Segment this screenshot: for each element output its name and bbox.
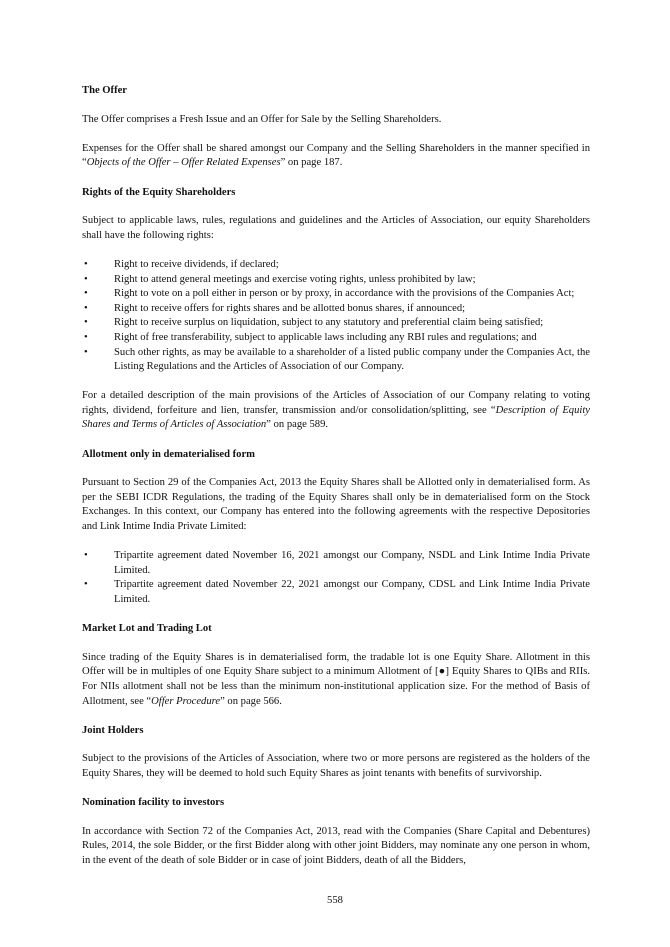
list-item-text: Right to receive dividends, if declared; <box>114 258 279 270</box>
section-heading-allotment: Allotment only in dematerialised form <box>82 448 256 460</box>
bullet-icon: • <box>84 288 88 300</box>
rights-list <box>82 258 590 375</box>
bullet-icon: • <box>84 302 88 314</box>
list-item <box>82 258 590 273</box>
list-item-text: Tripartite agreement dated November 16, 2021 amongst our Company, NSDL and Link Intime India Private Limited. <box>114 550 590 576</box>
text: Expenses for the Offer shall be shared amongst our Company and the Selling Shareholders in the manner specified in “ <box>82 142 590 169</box>
section-heading-rights: Rights of the Equity Shareholders <box>82 186 236 198</box>
list-item-text: Such other rights, as may be available to a shareholder of a listed public company under the Companies Act, the Listing Regulations and the Articles of Association of our Company. <box>114 346 590 373</box>
list-item <box>82 346 590 375</box>
nomination-paragraph: In accordance with Section 72 of the Companies Act, 2013, read with the Companies (Share Capital and Debentures) Rules, 2014, the sole Bidder, or the first Bidder along with other joint Bidders, may nominate any one person in whom, in the event of the death of sole Bidder or in case of joint Bidders, death of all the Bidders, <box>82 825 590 866</box>
text: ” on page 589. <box>266 419 329 431</box>
rights-outro <box>82 389 590 433</box>
section-heading-market-lot: Market Lot and Trading Lot <box>82 623 212 635</box>
joint-holders-paragraph: Subject to the provisions of the Articles of Association, where two or more persons are registered as the holders of the Equity Shares, they will be deemed to hold such Equity Shares as joint tenants with benefits of survivorship. <box>82 753 590 779</box>
offer-paragraph-2 <box>82 142 590 171</box>
list-item <box>82 549 590 578</box>
text: For a detailed description of the main provisions of the Articles of Association of our Company relating to voting rights, dividend, forfeiture and lien, transfer, transmission and/or consolidation/splitting, see “ <box>82 390 590 416</box>
cross-reference: Description of Equity Shares and Terms of Articles of Association <box>82 404 590 431</box>
text: ” on page 566. <box>220 695 282 707</box>
allotment-paragraph: Pursuant to Section 29 of the Companies Act, 2013 the Equity Shares shall be Allotted only in dematerialised form. As per the SEBI ICDR Regulations, the trading of the Equity Shares shall only be in dematerialised form on the Stock Exchanges. In this context, our Company has entered into the following agreements with the respective Depositories and Link Intime India Private Limited: <box>82 477 590 533</box>
bullet-icon: • <box>84 331 88 343</box>
list-item <box>82 302 590 317</box>
bullet-icon: • <box>84 258 88 270</box>
list-item <box>82 331 590 346</box>
offer-paragraph-1: The Offer comprises a Fresh Issue and an Offer for Sale by the Selling Shareholders. <box>82 113 442 125</box>
list-item <box>82 316 590 331</box>
list-item <box>82 287 590 302</box>
list-item-text: Right to receive surplus on liquidation, subject to any statutory and preferential claim being satisfied; <box>114 317 544 329</box>
section-heading-nomination: Nomination facility to investors <box>82 797 225 809</box>
section-heading-the-offer: The Offer <box>82 85 128 96</box>
text: Since trading of the Equity Shares is in dematerialised form, the tradable lot is one Equity Share. Allotment in this Offer will be in multiples of one Equity Share subject to a minimum Allotment of [●] Equity Shares to QIBs and RIIs. For NIIs allotment shall not be less than the minimum non-institutional application size. For the method of Basis of Allotment, see “ <box>82 651 590 707</box>
document-page <box>82 84 590 883</box>
bullet-icon: • <box>84 550 88 562</box>
list-item-text: Right to receive offers for rights shares and be allotted bonus shares, if announced; <box>114 302 466 314</box>
cross-reference: Offer Procedure <box>151 695 221 707</box>
list-item-text: Right of free transferability, subject to applicable laws including any RBI rules and regulations; and <box>114 331 537 343</box>
list-item <box>82 578 590 607</box>
page-number: 558 <box>327 895 343 906</box>
bullet-icon: • <box>84 317 88 329</box>
market-lot-paragraph <box>82 651 590 709</box>
list-item-text: Tripartite agreement dated November 22, 2021 amongst our Company, CDSL and Link Intime India Private Limited. <box>114 579 590 605</box>
bullet-icon: • <box>84 273 88 285</box>
list-item-text: Right to attend general meetings and exercise voting rights, unless prohibited by law; <box>114 273 476 285</box>
bullet-icon: • <box>84 579 88 591</box>
agreements-list <box>82 549 590 607</box>
section-heading-joint-holders: Joint Holders <box>82 724 144 736</box>
rights-intro: Subject to applicable laws, rules, regulations and guidelines and the Articles of Association, our equity Shareholders shall have the following rights: <box>82 215 590 241</box>
list-item-text: Right to vote on a poll either in person or by proxy, in accordance with the provisions of the Companies Act; <box>114 288 575 300</box>
cross-reference: Objects of the Offer – Offer Related Expenses <box>86 157 281 169</box>
list-item <box>82 273 590 288</box>
bullet-icon: • <box>84 346 88 358</box>
text: ” on page 187. <box>280 157 343 169</box>
